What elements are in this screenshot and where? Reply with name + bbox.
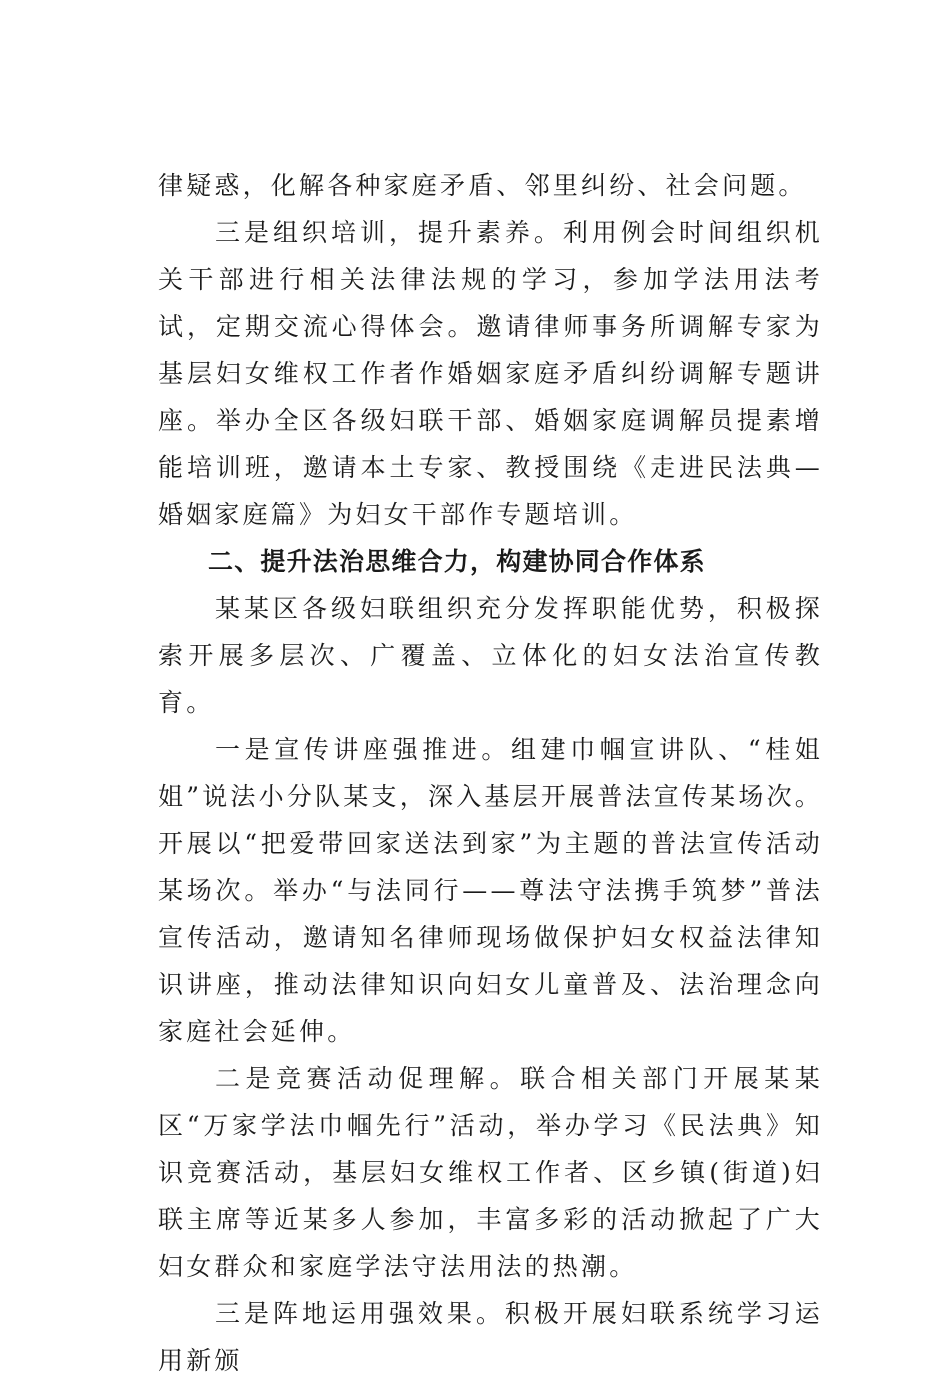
paragraph-competition: 二是竞赛活动促理解。联合相关部门开展某某区“万家学法巾帼先行”活动，举办学习《民法典》知识竞赛活动，基层妇女维权工作者、区乡镇(街道)妇联主席等近某多人参加，丰富多彩的活动掀起了广大妇女群众和家庭学法守法用法的热潮。	[158, 1064, 823, 1281]
document-body	[158, 162, 823, 1384]
paragraph-section-intro: 某某区各级妇联组织充分发挥职能优势，积极探索开展多层次、广覆盖、立体化的妇女法治宣传教育。	[158, 594, 823, 717]
paragraph-continuation: 律疑惑，化解各种家庭矛盾、邻里纠纷、社会问题。	[158, 171, 807, 200]
paragraph-lectures: 一是宣传讲座强推进。组建巾帼宣讲队、“桂姐姐”说法小分队某支，深入基层开展普法宣传某场次。开展以“把爱带回家送法到家”为主题的普法宣传活动某场次。举办“与法同行——尊法守法携手筑梦”普法宣传活动，邀请知名律师现场做保护妇女权益法律知识讲座，推动法律知识向妇女儿童普及、法治理念向家庭社会延伸。	[158, 735, 823, 1046]
section-heading-2: 二、提升法治思维合力，构建协同合作体系	[208, 547, 706, 576]
paragraph-positions: 三是阵地运用强效果。积极开展妇联系统学习运用新颁	[158, 1299, 823, 1375]
paragraph-training: 三是组织培训，提升素养。利用例会时间组织机关干部进行相关法律法规的学习，参加学法用法考试，定期交流心得体会。邀请律师事务所调解专家为基层妇女维权工作者作婚姻家庭矛盾纠纷调解专题讲座。举办全区各级妇联干部、婚姻家庭调解员提素增能培训班，邀请本土专家、教授围绕《走进民法典—婚姻家庭篇》为妇女干部作专题培训。	[158, 218, 823, 529]
